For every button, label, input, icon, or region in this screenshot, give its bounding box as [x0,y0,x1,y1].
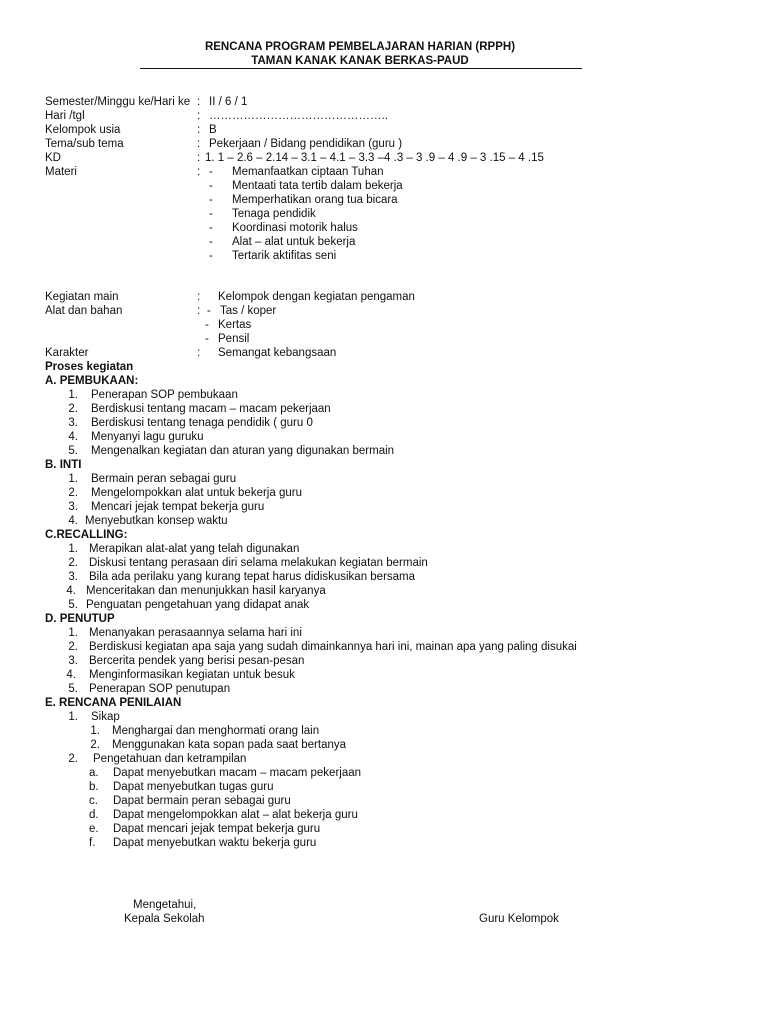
list-item: Berdiskusi kegiatan apa saja yang sudah dimainkannya hari ini, mainan apa yang paling disukai [89,641,577,653]
list-item: Bermain peran sebagai guru [91,473,237,485]
list-item: Penerapan SOP penutupan [89,683,231,695]
list-item: Menyanyi lagu guruku [91,431,204,443]
list-item: Menghargai dan menghormati orang lain [112,725,320,737]
list-letter: e. [89,823,99,835]
pengetahuan-label: Pengetahuan dan ketrampilan [93,753,247,765]
kegiatan-main-label: Kegiatan main [45,291,119,303]
info-label: Tema/sub tema [45,138,124,150]
section-penilaian-title: E. RENCANA PENILAIAN [45,697,182,709]
materi-item: Koordinasi motorik halus [232,222,358,234]
kegiatan-main-value: Kelompok dengan kegiatan pengaman [218,291,415,303]
list-letter: b. [89,781,99,793]
list-letter: d. [89,809,99,821]
list-item: Mengenalkan kegiatan dan aturan yang digunakan bermain [91,445,395,457]
info-value: 1. 1 – 2.6 – 2.14 – 3.1 – 4.1 – 3.3 –4 .3 – 3 .9 – 4 .9 – 3 .15 – 4 .15 [205,152,544,164]
list-item: Dapat mengelompokkan alat – alat bekerja guru [113,809,358,821]
list-item: Menginformasikan kegiatan untuk besuk [89,669,295,681]
list-item: Mengelompokkan alat untuk bekerja guru [91,487,302,499]
list-item: Menceritakan dan menunjukkan hasil karyanya [86,585,326,597]
list-item: Menyebutkan konsep waktu [85,515,228,527]
list-item: Penguatan pengetahuan yang didapat anak [86,599,310,611]
document-page: RENCANA PROGRAM PEMBELAJARAN HARIAN (RPPH) TAMAN KANAK KANAK BERKAS-PAUD Semester/Minggu ke/Hari ke : II / 6 / 1 Hari /tgl : ……………………………………….. Kelompok usia : B Tema/sub tema : Pekerjaan / Bidang pendidikan (guru ) KD : 1. 1 – 2.6 – 2.14 – 3.1 – 4.1 – 3.3 –4 .3 – 3 .9 – 4 .9 – 3 .15 – 4 .15 Materi : - Memanfaatkan ciptaan Tuhan - Mentaati tata tertib dalam bekerja - Memperhatikan orang tua bicara - Tenaga pendidik - Koordinasi motorik halus - Alat – alat untuk bekerja - Tertarik aktifitas seni Kegiatan main : Kelompok dengan kegiatan pengaman Alat dan bahan : - Tas / koper - Kertas - Pensil Karakter : Semangat kebangsaan Proses kegiatan A. PEMBUKAAN: 1. Penerapan SOP pembukaan 2. Berdiskusi tentang macam – macam pekerjaan 3. Berdiskusi tentang tenaga pendidik ( guru 0 4. Menyanyi lagu guruku 5. Mengenalkan kegiatan dan aturan yang digunakan bermain B. INTI 1. Bermain peran sebagai guru 2. Mengelompokkan alat untuk bekerja guru 3. Mencari jejak tempat bekerja guru 4. Menyebutkan konsep waktu C.RECALLING: 1. Merapikan alat-alat yang telah digunakan 2. Diskusi tentang perasaan diri selama melakukan kegiatan bermain 3. Bila ada perilaku yang kurang tepat harus didiskusikan bersama 4. Menceritakan dan menunjukkan hasil karyanya 5. Penguatan pengetahuan yang didapat anak D. PENUTUP 1. Menanyakan perasaannya selama hari ini 2. Berdiskusi kegiatan apa saja yang sudah dimainkannya hari ini, mainan apa yang paling disukai 3. Bercerita pendek yang berisi pesan-pesan 4. Menginformasikan kegiatan untuk besuk 5. Penerapan SOP penutupan E. RENCANA PENILAIAN 1. Sikap 1. Menghargai dan menghormati orang lain 2. Menggunakan kata sopan pada saat bertanya 2. Pengetahuan dan ketrampilan a. Dapat menyebutkan macam – macam pekerjaan b. Dapat menyebutkan tugas guru c. Dapat bermain peran sebagai guru d. Dapat mengelompokkan alat – alat bekerja guru e. Dapat mencari jejak tempat bekerja guru f. Dapat menyebutkan waktu bekerja guru Mengetahui, Kepala Sekolah Guru Kelompok [0,0,768,1024]
section-inti-title: B. INTI [45,459,82,471]
info-label: Hari /tgl [45,110,85,122]
proses-kegiatan-title: Proses kegiatan [45,361,134,373]
section-penutup-title: D. PENUTUP [45,613,115,625]
list-item: Penerapan SOP pembukaan [91,389,238,401]
info-label: Materi [45,166,77,178]
alat-item: Kertas [218,319,252,331]
list-item: Berdiskusi tentang tenaga pendidik ( guru 0 [91,417,313,429]
alat-item: Tas / koper [220,305,277,317]
info-label: Semester/Minggu ke/Hari ke [45,96,191,108]
materi-item: Mentaati tata tertib dalam bekerja [232,180,403,192]
list-item: Dapat mencari jejak tempat bekerja guru [113,823,321,835]
alat-item: Pensil [218,333,250,345]
info-value: II / 6 / 1 [209,96,248,108]
info-label: Kelompok usia [45,124,121,136]
info-value: Pekerjaan / Bidang pendidikan (guru ) [209,138,403,150]
section-pembukaan-title: A. PEMBUKAAN: [45,375,139,387]
materi-item: Alat – alat untuk bekerja [232,236,356,248]
kepala-sekolah-text: Kepala Sekolah [124,913,205,925]
list-item: Menanyakan perasaannya selama hari ini [89,627,302,639]
list-letter: a. [89,767,99,779]
guru-kelompok-text: Guru Kelompok [479,913,559,925]
materi-item: Tertarik aktifitas seni [232,250,337,262]
list-item: Menggunakan kata sopan pada saat bertanya [112,739,347,751]
list-item: Diskusi tentang perasaan diri selama melakukan kegiatan bermain [89,557,428,569]
karakter-label: Karakter [45,347,89,359]
document-title: RENCANA PROGRAM PEMBELAJARAN HARIAN (RPPH) [204,41,516,53]
alat-bahan-label: Alat dan bahan [45,305,123,317]
title-underline [140,68,582,69]
info-value: B [209,124,217,136]
materi-dash: - [209,166,213,178]
materi-item: Tenaga pendidik [232,208,316,220]
info-label: KD [45,152,61,164]
list-item: Dapat menyebutkan waktu bekerja guru [113,837,317,849]
list-letter: f. [89,837,96,849]
list-letter: c. [89,795,98,807]
mengetahui-text: Mengetahui, [133,899,197,911]
list-item: Mencari jejak tempat bekerja guru [91,501,265,513]
list-item: Bercerita pendek yang berisi pesan-pesan [89,655,305,667]
section-recalling-title: C.RECALLING: [45,529,128,541]
sikap-label: Sikap [91,711,120,723]
materi-item: Memperhatikan orang tua bicara [232,194,398,206]
school-name: TAMAN KANAK KANAK BERKAS-PAUD [251,55,469,67]
list-item: Dapat menyebutkan tugas guru [113,781,274,793]
list-item: Bila ada perilaku yang kurang tepat harus didiskusikan bersama [89,571,416,583]
list-item: Dapat menyebutkan macam – macam pekerjaan [113,767,362,779]
list-item: Dapat bermain peran sebagai guru [113,795,291,807]
karakter-value: Semangat kebangsaan [218,347,337,359]
materi-item: Memanfaatkan ciptaan Tuhan [232,166,384,178]
info-value: ……………………………………….. [209,110,388,122]
list-item: Berdiskusi tentang macam – macam pekerjaan [91,403,331,415]
list-item: Merapikan alat-alat yang telah digunakan [89,543,300,555]
